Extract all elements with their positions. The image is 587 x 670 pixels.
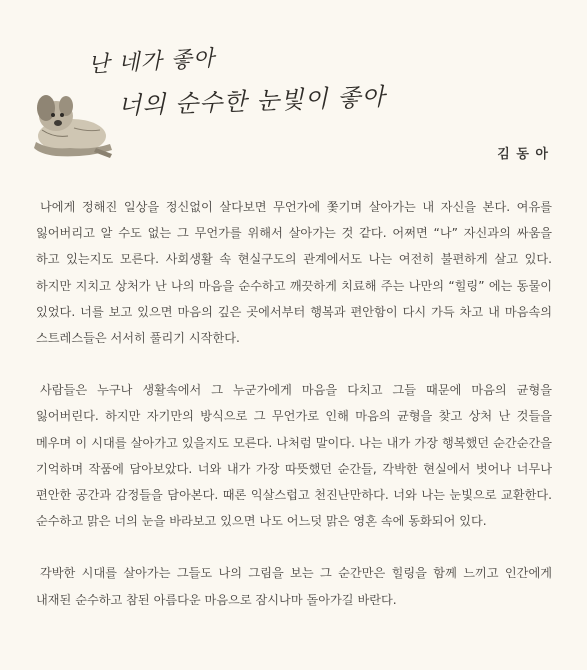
paragraph: 나에게 정해진 일상을 정신없이 살다보면 무언가에 쫓기며 살아가는 내 자신을 본다. 여유를 잃어버리고 알 수도 없는 그 무언가를 위해서 살아가는 것 같다. 어쩌면 “나” 자신과의 싸움을 하고 있는지도 모른다. 사회생활 속 현실구도의 관계에서도 나는 여전히 불편하게 살고 있다. 하지만 지치고 상처가 난 나의 마음을 순수하고 깨끗하게 치료해 주는 나만의 “힐링” 에는 동물이 있었다. 너를 보고 있으면 마음의 깊은 곳에서부터 행복과 편안함이 다시 가득 차고 내 마음속의 스트레스들은 서서히 풀리기 시작한다.: [36, 200, 552, 346]
paragraph: 사람들은 누구나 생활속에서 그 누군가에게 마음을 다치고 그들 때문에 마음의 균형을 잃어버린다. 하지만 자기만의 방식으로 그 무언가로 인해 마음의 균형을 찾고 상처 난 것들을 메우며 이 시대를 살아가고 있을지도 모른다. 나처럼 말이다. 나는 내가 가장 행복했던 순간순간을 기억하며 작품에 담아보았다. 너와 내가 가장 따뜻했던 순간들, 각박한 현실에서 벗어나 너무나 편안한 공간과 감정들을 담아본다. 때론 익살스럽고 천진난만하다. 너와 나는 눈빛으로 교환한다. 순수하고 맑은 너의 눈을 바라보고 있으면 나도 어느덧 맑은 영혼 속에 동화되어 있다.: [36, 383, 552, 529]
paragraph: 각박한 시대를 살아가는 그들도 나의 그림을 보는 그 순간만은 힐링을 함께 느끼고 인간에게 내재된 순수하고 참된 아름다운 마음으로 잠시나마 돌아가길 바란다.: [36, 566, 552, 607]
dog-illustration: [26, 86, 118, 162]
title-line-1: 난 네가 좋아: [87, 46, 216, 78]
author-name: 김 동 아: [497, 147, 549, 162]
body-text: [36, 194, 552, 639]
title-line-2: 너의 순수한 눈빛이 좋아: [117, 82, 387, 120]
